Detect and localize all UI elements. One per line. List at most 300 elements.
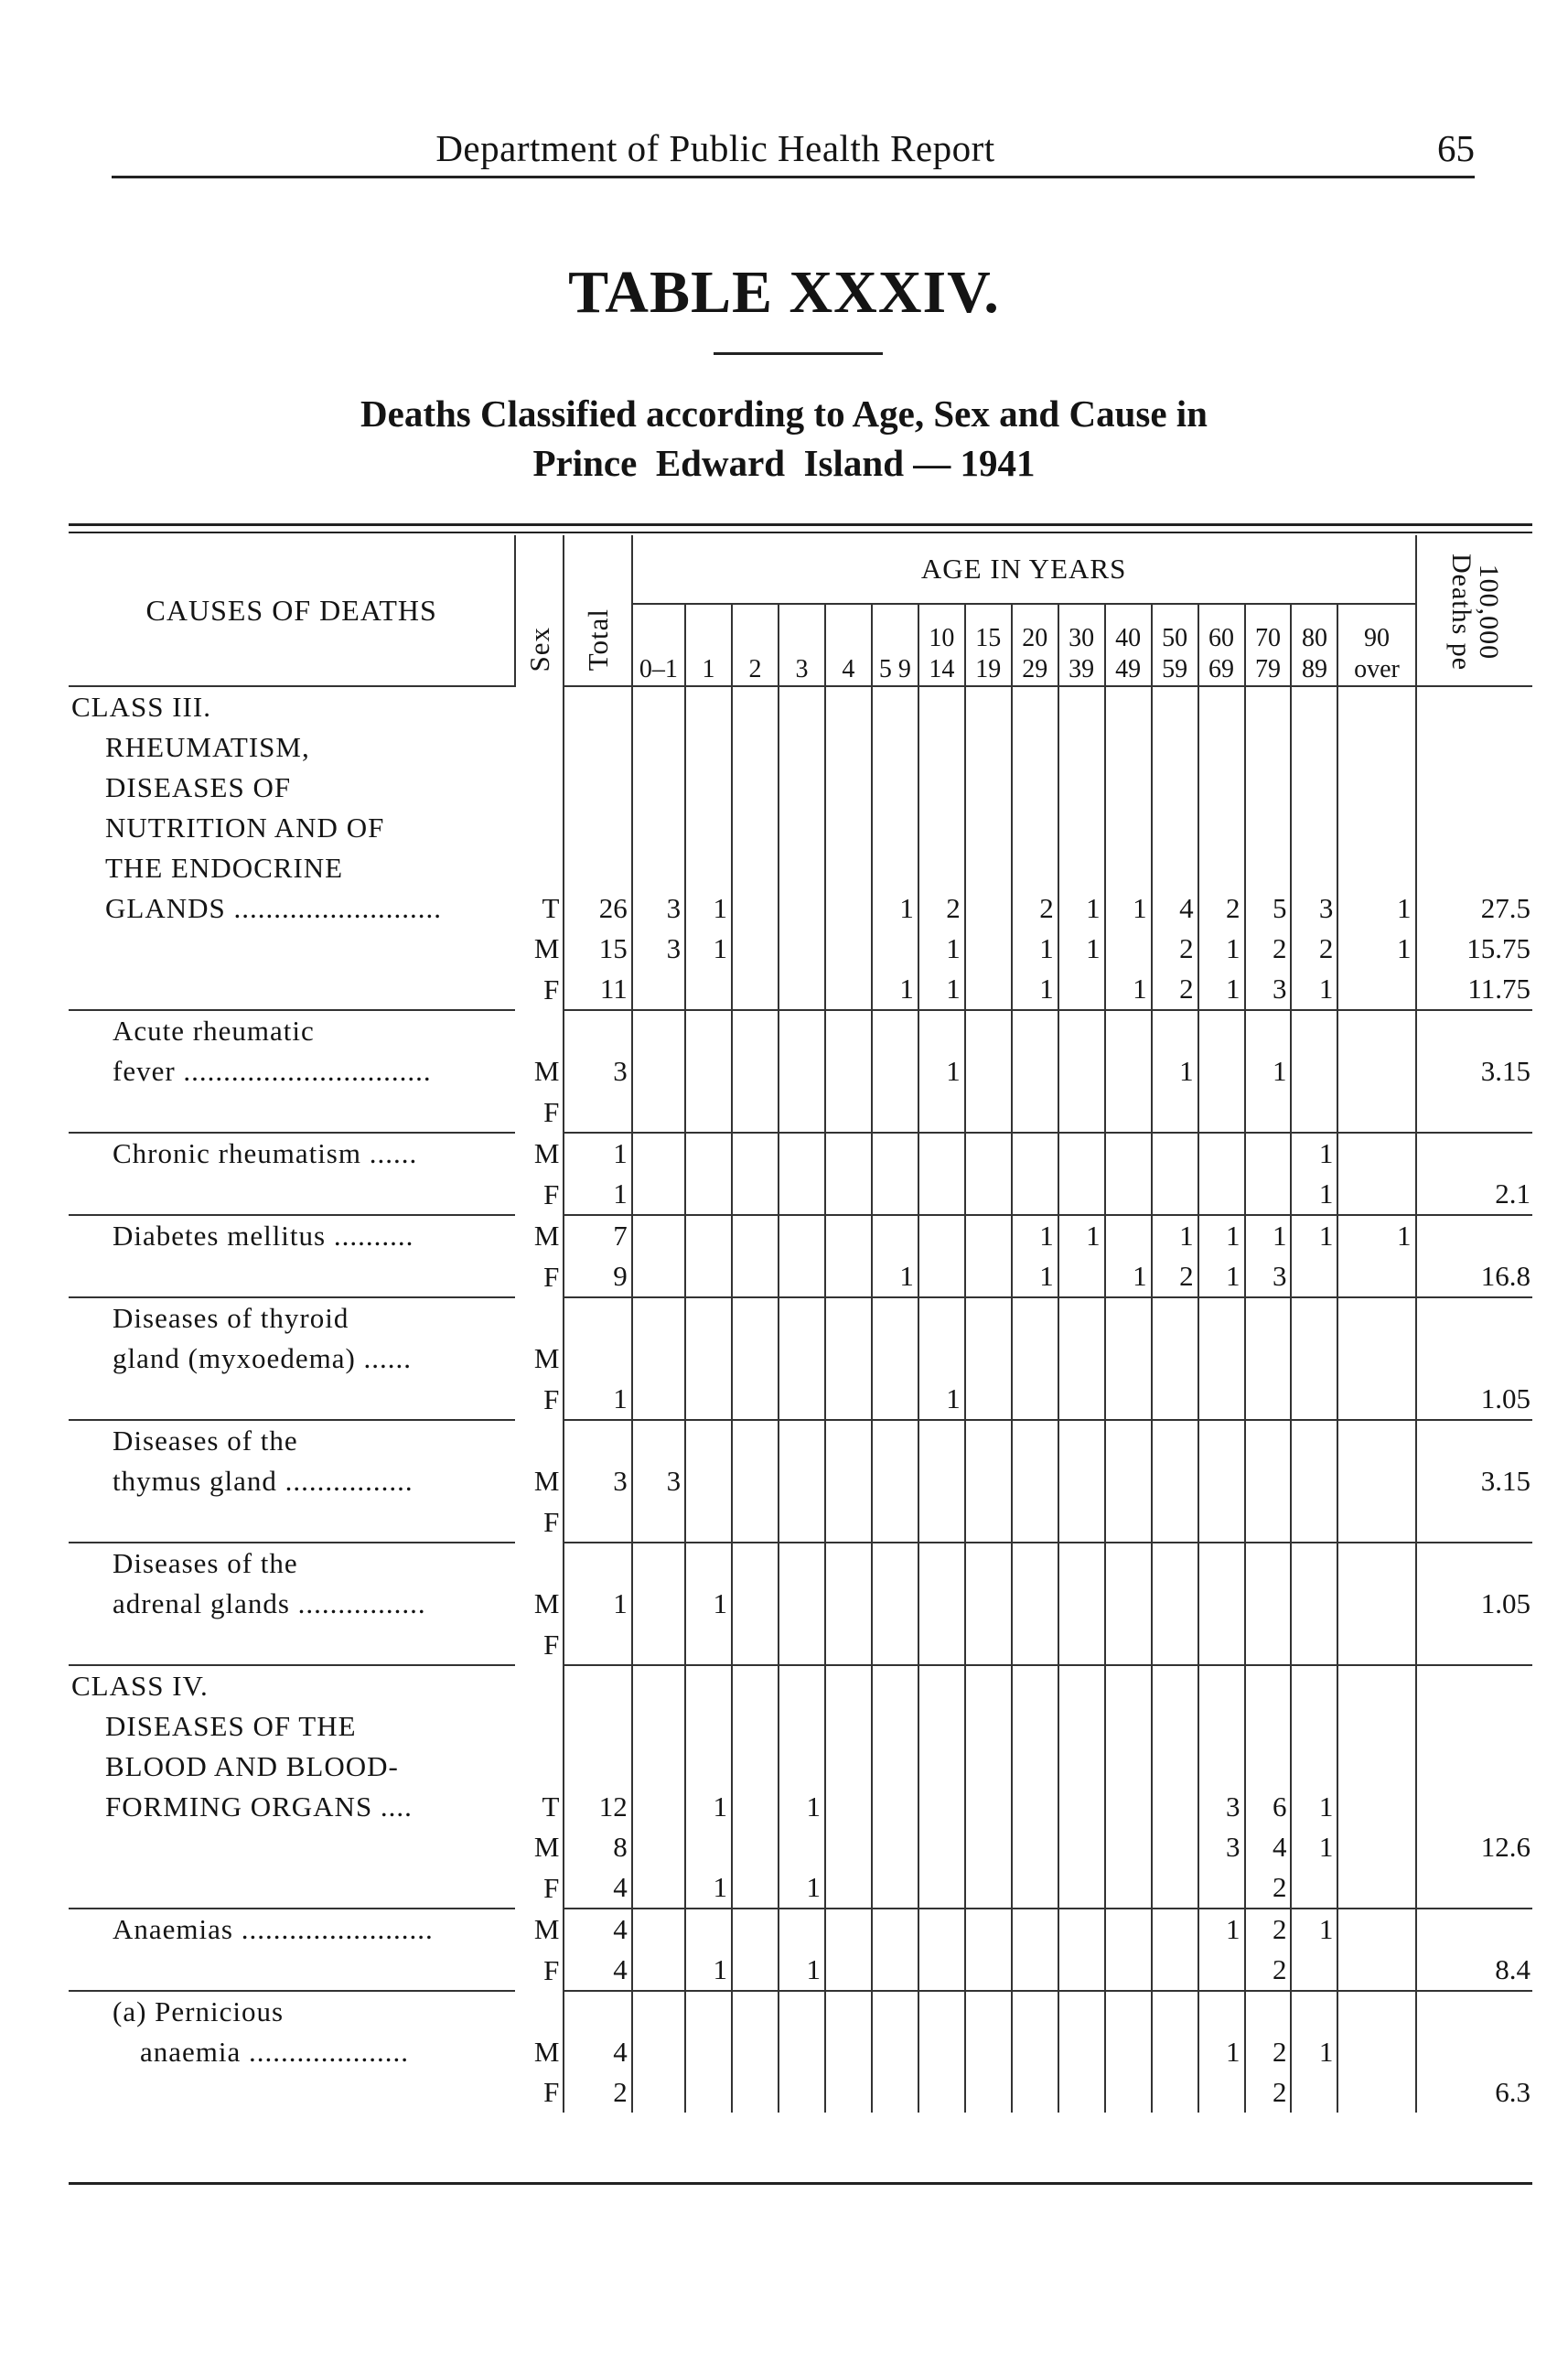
age-cell (732, 1991, 779, 2032)
age-cell (1198, 1747, 1245, 1787)
cause-cell: CLASS III. (69, 686, 515, 727)
age-cell (1198, 727, 1245, 768)
sex-cell (515, 1706, 564, 1747)
total-cell: 8 (564, 1827, 631, 1867)
total-cell: 11 (564, 969, 631, 1010)
age-cell: 1 (1012, 929, 1058, 969)
age-cell (1337, 1867, 1415, 1909)
header-age-15: 90 over (1337, 604, 1415, 686)
age-cell (965, 1297, 1012, 1339)
age-cell (825, 727, 872, 768)
age-cell (685, 1133, 732, 1174)
age-cell (632, 1297, 685, 1339)
age-cell (1337, 1010, 1415, 1051)
age-cell (872, 1297, 918, 1339)
age-cell (872, 686, 918, 727)
age-cell (1337, 686, 1415, 727)
age-cell: 5 (1245, 888, 1292, 929)
age-cell (685, 1827, 732, 1867)
table-top-rule (69, 523, 1532, 533)
age-cell (779, 1827, 825, 1867)
age-cell (1198, 1501, 1245, 1543)
age-cell (685, 1339, 732, 1379)
age-cell (1291, 1991, 1337, 2032)
age-cell (732, 969, 779, 1010)
age-cell: 1 (1291, 1787, 1337, 1827)
age-cell (779, 686, 825, 727)
age-cell (1291, 686, 1337, 727)
age-cell (965, 1133, 1012, 1174)
age-cell (685, 686, 732, 727)
age-cell (685, 808, 732, 848)
age-cell: 2 (1245, 1867, 1292, 1909)
age-cell (965, 888, 1012, 929)
rate-cell: 16.8 (1416, 1256, 1532, 1297)
age-cell (632, 1787, 685, 1827)
age-cell (1245, 848, 1292, 888)
age-cell (1198, 2072, 1245, 2113)
age-cell (872, 1827, 918, 1867)
age-cell (732, 1297, 779, 1339)
age-cell: 1 (1152, 1051, 1198, 1091)
age-cell (1012, 768, 1058, 808)
sex-cell: T (542, 892, 560, 924)
age-cell (1337, 1787, 1415, 1827)
age-cell (1012, 1543, 1058, 1584)
age-cell (825, 1706, 872, 1747)
total-cell: 1 (564, 1584, 631, 1624)
age-cell (732, 1091, 779, 1133)
age-cell: 1 (1012, 1256, 1058, 1297)
cause-cell: gland (myxoedema) ...... (113, 1342, 413, 1374)
sex-cell: M (533, 1465, 560, 1497)
cause-cell (69, 929, 515, 969)
age-cell (1012, 1747, 1058, 1787)
age-cell (685, 768, 732, 808)
age-cell (1058, 727, 1105, 768)
age-cell (632, 1051, 685, 1091)
total-cell: 4 (564, 1950, 631, 1991)
age-cell: 2 (1245, 1909, 1292, 1950)
age-cell: 1 (1337, 929, 1415, 969)
age-cell: 1 (1337, 1215, 1415, 1256)
age-cell: 1 (1245, 1051, 1292, 1091)
age-cell (685, 1091, 732, 1133)
age-cell (685, 1909, 732, 1950)
age-cell (872, 1706, 918, 1747)
age-cell (779, 727, 825, 768)
age-cell (779, 1051, 825, 1091)
age-cell: 1 (1012, 969, 1058, 1010)
age-cell: 1 (1058, 888, 1105, 929)
total-cell (564, 1991, 631, 2032)
age-cell (1152, 1297, 1198, 1339)
age-cell (1337, 1543, 1415, 1584)
total-cell: 12 (564, 1787, 631, 1827)
age-cell (685, 1665, 732, 1706)
header-age-14: 80 89 (1291, 604, 1337, 686)
age-cell (918, 1787, 965, 1827)
age-cell (779, 1501, 825, 1543)
age-cell (918, 1950, 965, 1991)
age-cell (1152, 2072, 1198, 2113)
age-cell (1152, 1827, 1198, 1867)
rate-cell (1416, 1501, 1532, 1543)
age-cell (918, 1010, 965, 1051)
rate-cell: 12.6 (1416, 1827, 1532, 1867)
age-cell (1058, 1909, 1105, 1950)
total-cell (564, 686, 631, 727)
age-cell (965, 969, 1012, 1010)
age-cell (918, 1543, 965, 1584)
age-cell (1105, 1747, 1152, 1787)
age-cell (965, 1339, 1012, 1379)
age-cell (779, 1215, 825, 1256)
age-cell (732, 2072, 779, 2113)
age-cell (1291, 1461, 1337, 1501)
age-cell (732, 1461, 779, 1501)
table-title: TABLE XXXIV. (568, 259, 1000, 326)
rate-cell (1416, 1543, 1532, 1584)
age-cell (1105, 1584, 1152, 1624)
header-causes: CAUSES OF DEATHS (145, 594, 437, 627)
cause-cell: thymus gland ................ (113, 1465, 413, 1497)
age-cell (1012, 1133, 1058, 1174)
age-cell (1337, 1909, 1415, 1950)
age-cell (825, 1584, 872, 1624)
age-cell (918, 848, 965, 888)
age-cell (632, 686, 685, 727)
age-cell: 1 (685, 888, 732, 929)
header-age-6: 10 14 (918, 604, 965, 686)
age-cell (685, 1051, 732, 1091)
age-cell: 2 (1012, 888, 1058, 929)
age-cell: 1 (1245, 1215, 1292, 1256)
age-cell (779, 848, 825, 888)
age-cell (779, 929, 825, 969)
age-cell (779, 1339, 825, 1379)
header-age-0: 0–1 (632, 604, 685, 686)
age-cell (1291, 1091, 1337, 1133)
total-cell: 4 (564, 1909, 631, 1950)
age-cell (779, 1991, 825, 2032)
subtitle-line-1: Deaths Classified according to Age, Sex and Cause in (360, 392, 1208, 435)
age-cell (825, 768, 872, 808)
sex-cell (515, 1543, 564, 1584)
age-cell (1058, 686, 1105, 727)
header-age-10: 40 49 (1105, 604, 1152, 686)
age-cell (1058, 1339, 1105, 1379)
age-cell (632, 1665, 685, 1706)
age-cell (732, 848, 779, 888)
sex-cell (515, 727, 564, 768)
age-cell (1198, 1091, 1245, 1133)
table-row (69, 1747, 1532, 1787)
cause-cell: NUTRITION AND OF (105, 812, 385, 844)
age-cell (779, 969, 825, 1010)
age-cell (965, 2032, 1012, 2072)
age-cell (825, 1420, 872, 1461)
age-cell (825, 808, 872, 848)
sex-cell: F (543, 1178, 560, 1210)
cause-cell (69, 1174, 515, 1215)
deaths-table (69, 535, 1532, 2113)
age-cell (1012, 2072, 1058, 2113)
age-cell (965, 808, 1012, 848)
age-cell (825, 1297, 872, 1339)
age-cell (965, 1909, 1012, 1950)
age-cell: 1 (1198, 1215, 1245, 1256)
total-cell (564, 848, 631, 888)
age-cell (779, 1584, 825, 1624)
age-cell (965, 727, 1012, 768)
rate-cell (1416, 1991, 1532, 2032)
age-cell (965, 686, 1012, 727)
rate-cell (1416, 727, 1532, 768)
age-cell (632, 1133, 685, 1174)
age-cell (918, 1256, 965, 1297)
age-cell (825, 1174, 872, 1215)
total-cell (564, 1091, 631, 1133)
age-cell (779, 888, 825, 929)
age-cell: 1 (1198, 1256, 1245, 1297)
sex-cell: M (533, 1587, 560, 1619)
age-cell (732, 727, 779, 768)
age-cell (1337, 1297, 1415, 1339)
cause-cell (69, 2072, 515, 2113)
age-cell (779, 1909, 825, 1950)
age-cell (918, 768, 965, 808)
cause-cell: Acute rheumatic (69, 1010, 515, 1051)
table-row (69, 2032, 1532, 2072)
age-cell: 1 (1291, 1215, 1337, 1256)
age-cell (779, 1010, 825, 1051)
age-cell (1245, 1091, 1292, 1133)
age-cell (1152, 2032, 1198, 2072)
age-cell (1291, 1543, 1337, 1584)
age-cell (732, 1706, 779, 1747)
table-row (69, 1991, 1532, 2032)
table-row (69, 1867, 1532, 1909)
age-cell (1337, 727, 1415, 768)
age-cell (779, 1133, 825, 1174)
age-cell (1291, 1379, 1337, 1420)
age-cell (1012, 1501, 1058, 1543)
age-cell: 2 (1152, 929, 1198, 969)
age-cell (1152, 1133, 1198, 1174)
age-cell (1245, 1379, 1292, 1420)
age-cell: 1 (1291, 1909, 1337, 1950)
age-cell (685, 1379, 732, 1420)
age-cell (732, 1543, 779, 1584)
table-row (69, 1010, 1532, 1051)
table-row (69, 1950, 1532, 1991)
sex-cell: M (533, 1342, 560, 1374)
age-cell (632, 1010, 685, 1051)
age-cell (965, 1501, 1012, 1543)
age-cell (1058, 1091, 1105, 1133)
table-row (69, 1909, 1532, 1950)
age-cell (1291, 2072, 1337, 2113)
age-cell (632, 727, 685, 768)
total-cell (564, 727, 631, 768)
rate-cell (1416, 848, 1532, 888)
age-cell (1198, 1624, 1245, 1665)
age-cell (918, 1624, 965, 1665)
cause-cell (69, 1624, 515, 1665)
age-cell (1012, 1991, 1058, 2032)
rate-cell: 3.15 (1416, 1051, 1532, 1091)
age-cell (1012, 1787, 1058, 1827)
age-cell: 2 (1198, 888, 1245, 929)
age-cell (1058, 1706, 1105, 1747)
age-cell (872, 1787, 918, 1827)
age-cell (1058, 1461, 1105, 1501)
age-cell (872, 1501, 918, 1543)
sex-cell (515, 1297, 564, 1339)
age-cell (1291, 1501, 1337, 1543)
age-cell (732, 768, 779, 808)
age-cell (1152, 1420, 1198, 1461)
age-cell (1058, 768, 1105, 808)
age-cell (1152, 1339, 1198, 1379)
age-cell: 3 (632, 888, 685, 929)
total-cell: 4 (564, 1867, 631, 1909)
age-cell (1058, 1991, 1105, 2032)
table-row (69, 1543, 1532, 1584)
cause-cell: (a) Pernicious (69, 1991, 515, 2032)
age-cell (825, 1950, 872, 1991)
age-cell (872, 2032, 918, 2072)
sex-cell (515, 768, 564, 808)
age-cell (1198, 1665, 1245, 1706)
age-cell (1291, 1256, 1337, 1297)
age-cell (1105, 686, 1152, 727)
age-cell (872, 1461, 918, 1501)
total-cell (564, 1665, 631, 1706)
age-cell (1337, 1747, 1415, 1787)
age-cell: 1 (779, 1950, 825, 1991)
sex-cell: M (533, 2036, 560, 2068)
header-age-3: 3 (779, 604, 825, 686)
age-cell (632, 1420, 685, 1461)
age-cell (685, 727, 732, 768)
rate-cell: 3.15 (1416, 1461, 1532, 1501)
age-cell (632, 1339, 685, 1379)
cause-cell (69, 1950, 515, 1991)
age-cell (632, 1174, 685, 1215)
age-cell (965, 1215, 1012, 1256)
age-cell (872, 727, 918, 768)
age-cell (825, 686, 872, 727)
age-cell (1198, 768, 1245, 808)
age-cell (632, 1706, 685, 1747)
age-cell (1105, 848, 1152, 888)
rate-cell: 11.75 (1416, 969, 1532, 1010)
age-cell: 2 (1245, 1950, 1292, 1991)
age-cell: 1 (1291, 1827, 1337, 1867)
age-cell (732, 1174, 779, 1215)
age-cell (1012, 727, 1058, 768)
age-cell (1105, 1133, 1152, 1174)
age-cell (965, 1867, 1012, 1909)
age-cell (1245, 1010, 1292, 1051)
sex-cell (515, 1991, 564, 2032)
age-cell (1105, 1991, 1152, 2032)
cause-cell: Diabetes mellitus .......... (69, 1215, 515, 1256)
cause-cell: BLOOD AND BLOOD- (105, 1750, 399, 1782)
age-cell (732, 1665, 779, 1706)
age-cell (1245, 808, 1292, 848)
rate-cell: 27.5 (1416, 888, 1532, 929)
age-cell (1291, 848, 1337, 888)
sex-cell (515, 808, 564, 848)
age-cell (872, 1950, 918, 1991)
age-cell (1058, 1584, 1105, 1624)
age-cell (1152, 1543, 1198, 1584)
age-cell (1012, 1706, 1058, 1747)
age-cell (1105, 1665, 1152, 1706)
age-cell (872, 768, 918, 808)
table-subtitle (0, 389, 1568, 488)
running-title: Department of Public Health Report (435, 127, 995, 169)
total-cell (564, 1543, 631, 1584)
age-cell (1245, 1665, 1292, 1706)
age-cell: 3 (1198, 1787, 1245, 1827)
table-body (69, 686, 1532, 2113)
age-cell (632, 1256, 685, 1297)
rate-cell: 2.1 (1416, 1174, 1532, 1215)
age-cell (1337, 1174, 1415, 1215)
age-cell (1012, 1624, 1058, 1665)
age-cell (1105, 1543, 1152, 1584)
age-cell (872, 1543, 918, 1584)
age-cell (1152, 1706, 1198, 1747)
age-cell: 1 (1105, 1256, 1152, 1297)
age-cell (1105, 1297, 1152, 1339)
header-age-11: 50 59 (1152, 604, 1198, 686)
age-cell (1012, 1867, 1058, 1909)
age-cell (918, 1215, 965, 1256)
total-cell (564, 1747, 631, 1787)
age-cell (872, 1747, 918, 1787)
rate-cell (1416, 1091, 1532, 1133)
age-cell (732, 929, 779, 969)
age-cell (779, 1706, 825, 1747)
age-cell (918, 1584, 965, 1624)
age-cell (632, 848, 685, 888)
age-cell (1152, 808, 1198, 848)
age-cell: 3 (632, 1461, 685, 1501)
age-cell (632, 1624, 685, 1665)
age-cell (632, 1909, 685, 1950)
table-row (69, 848, 1532, 888)
age-cell (1337, 1950, 1415, 1991)
table-row (69, 1420, 1532, 1461)
age-cell: 1 (779, 1867, 825, 1909)
age-cell (1058, 1174, 1105, 1215)
age-cell (732, 808, 779, 848)
age-cell (918, 1420, 965, 1461)
age-cell (1291, 1665, 1337, 1706)
age-cell (1105, 1051, 1152, 1091)
age-cell (1337, 1706, 1415, 1747)
age-cell: 1 (1291, 1133, 1337, 1174)
age-cell (732, 1867, 779, 1909)
age-cell (1105, 1339, 1152, 1379)
rate-cell (1416, 1133, 1532, 1174)
age-cell (1337, 848, 1415, 888)
